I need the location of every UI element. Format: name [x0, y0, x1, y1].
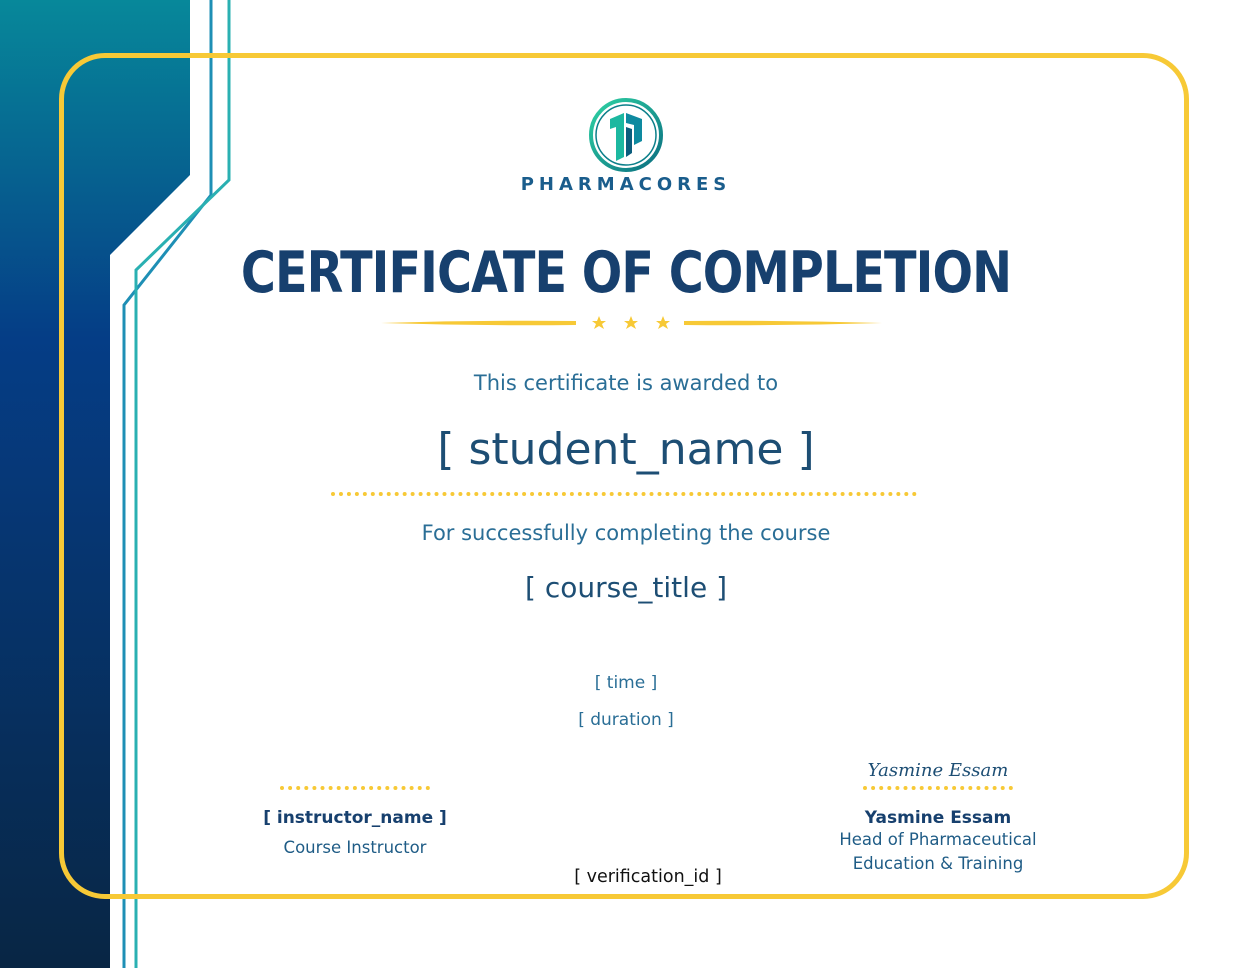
student-name: [ student_name ] [437, 424, 815, 475]
course-duration: [ duration ] [578, 710, 674, 730]
brand-name: PHARMACORES [520, 174, 732, 195]
awarded-text: This certificate is awarded to [473, 371, 779, 395]
verification-id: [ verification_id ] [574, 867, 722, 887]
instructor-role: Course Instructor [283, 838, 427, 857]
instructor-name: [ instructor_name ] [263, 808, 447, 828]
instructor-signature-line [280, 786, 430, 790]
name-underline [331, 492, 917, 496]
certificate-title: CERTIFICATE OF COMPLETION [240, 240, 1012, 306]
course-title: [ course_title ] [525, 571, 727, 604]
pharmacores-logo-icon [586, 97, 666, 173]
star-icon [592, 316, 670, 329]
head-name: Yasmine Essam [864, 808, 1012, 828]
head-signature-block [808, 760, 1068, 876]
completing-text: For successfully completing the course [421, 521, 831, 545]
course-time: [ time ] [594, 673, 658, 693]
head-role-line1: Head of Pharmaceutical [839, 830, 1037, 849]
head-signature-line [863, 786, 1013, 790]
head-role-line2: Education & Training [852, 854, 1024, 873]
head-handwritten-signature: Yasmine Essam [867, 760, 1009, 781]
instructor-signature-block [255, 786, 455, 860]
title-divider [378, 313, 884, 333]
